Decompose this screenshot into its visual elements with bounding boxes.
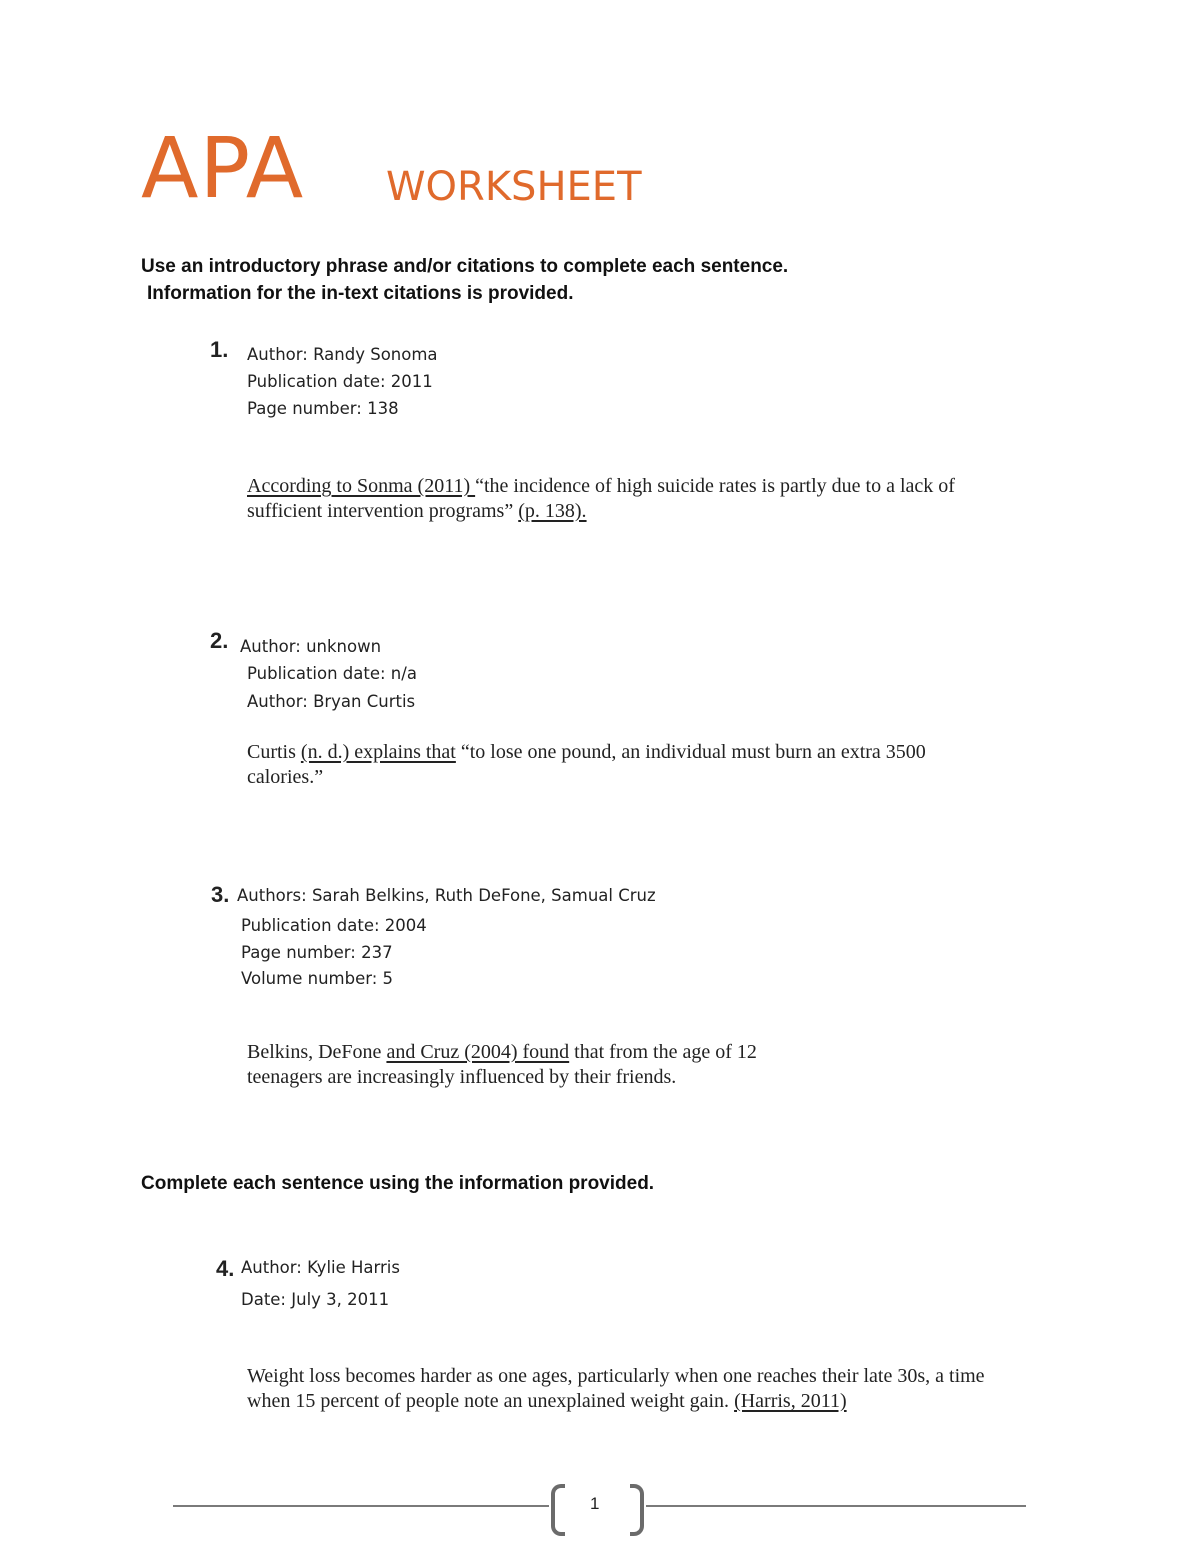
item-2-date: Publication date: n/a [247,664,417,683]
item-4-author: Author: Kylie Harris [241,1258,400,1277]
item-3-volume: Volume number: 5 [241,969,394,988]
footer-brace-right [630,1484,644,1536]
item-2-sentence-line-1 [247,740,926,765]
item-2-quote-part-1: “to lose one pound, an individual must burn an extra 3500 [455,741,926,763]
item-3-sentence-part-1: that from the age of 12 [569,1041,757,1063]
item-1-sentence-line-1 [247,474,955,499]
item-1-page: Page number: 138 [247,399,399,418]
item-4-sentence-part-2: when 15 percent of people note an unexplained weight gain. [247,1390,735,1412]
item-3-authors: Authors: Sarah Belkins, Ruth DeFone, Samual Cruz [237,886,656,905]
item-3-page: Page number: 237 [241,943,393,962]
item-3-sentence-line-1 [247,1040,757,1065]
item-1-number: 1. [210,337,229,362]
item-3-date: Publication date: 2004 [241,916,427,935]
footer-brace-left [551,1484,565,1536]
item-4-sentence-line-1: Weight loss becomes harder as one ages, particularly when one reaches their late 30s, a time [247,1365,985,1387]
item-2-author-2: Author: Bryan Curtis [247,692,416,711]
item-1-author: Author: Randy Sonoma [247,345,438,364]
item-4-number: 4. [216,1256,235,1281]
title-worksheet: WORKSHEET [386,164,642,210]
item-2-number: 2. [210,628,229,653]
instruction-line-1: Use an introductory phrase and/or citations to complete each sentence. [141,256,789,277]
item-3-citation: and Cruz (2004) found [386,1041,570,1063]
item-2-citation: (n. d.) explains that [300,741,456,763]
item-2-author: Author: unknown [240,637,382,656]
item-3-number: 3. [211,882,230,907]
item-2-sentence-line-2: calories.” [247,766,324,788]
footer-rule-right [646,1505,1026,1507]
footer-rule-left [173,1505,549,1507]
item-1-citation: (p. 138). [518,500,587,522]
item-3-intro: Belkins, DeFone [247,1041,387,1063]
title-apa: APA [141,119,305,217]
page-number: 1 [590,1494,600,1513]
section-2-heading: Complete each sentence using the information provided. [141,1173,655,1194]
item-4-date: Date: July 3, 2011 [241,1290,390,1309]
instruction-line-2: Information for the in-text citations is provided. [147,283,574,304]
item-4-citation: (Harris, 2011) [734,1390,847,1412]
item-1-intro-phrase: According to Sonma (2011) [247,475,476,497]
item-1-date: Publication date: 2011 [247,372,433,391]
item-1-quote-part-1: “the incidence of high suicide rates is partly due to a lack of [475,475,955,497]
item-1-quote-part-2: sufficient intervention programs” [247,500,519,522]
item-2-intro: Curtis [247,741,301,763]
item-3-sentence-line-2: teenagers are increasingly influenced by their friends. [247,1066,677,1088]
item-4-sentence-line-2 [247,1389,847,1414]
item-1-sentence-line-2 [247,499,587,524]
